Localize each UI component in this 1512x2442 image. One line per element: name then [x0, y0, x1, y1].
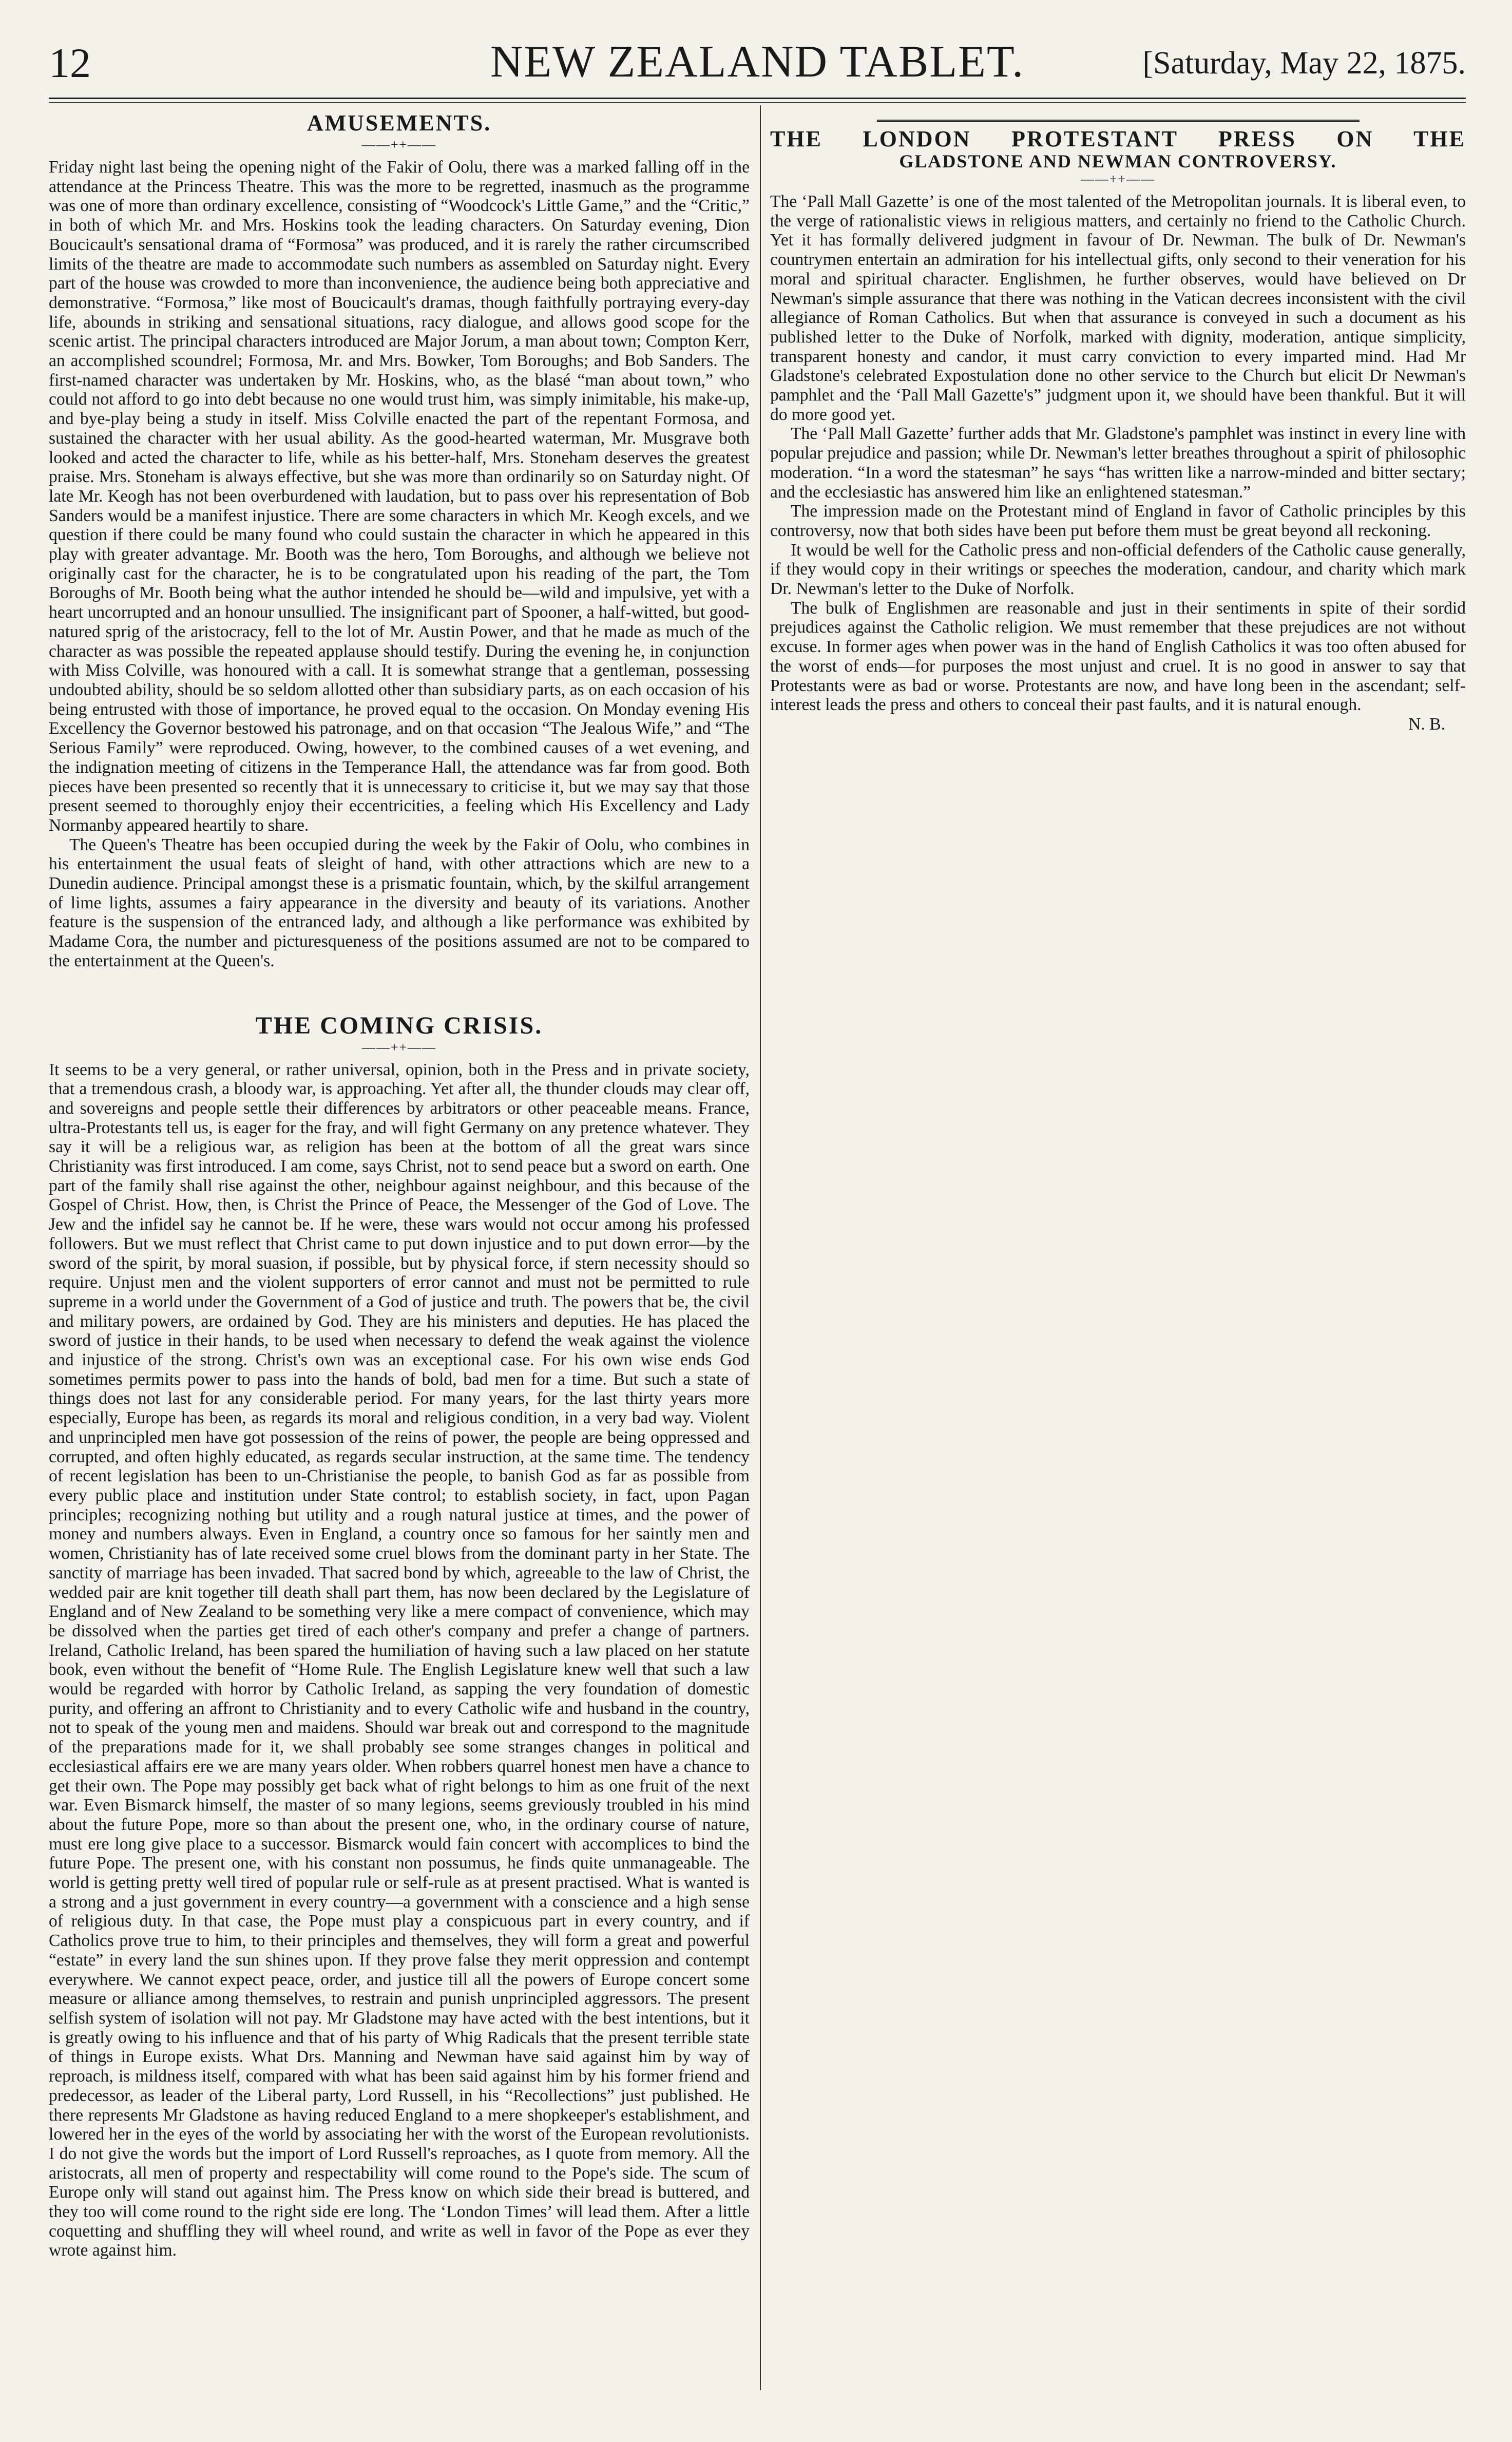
- column-divider: [760, 105, 761, 2390]
- section-divider: [877, 120, 1360, 122]
- author-signature: N. B.: [1408, 714, 1445, 734]
- article-heading: THE COMING CRISIS.: [255, 1012, 543, 1039]
- article-paragraph: Friday night last being the opening night of the Fakir of Oolu, there was a marked falling off in the attendance at the Princess Theatre. This was the more to be regretted, inasmuch as the programme was one of more than ordinary excellence, consisting of “Woodcock's Little Game,” and the “Critic,” in both of which Mr. and Mrs. Hoskins took the leading characters. On Saturday evening, Dion Boucicault's sensational drama of “Formosa” was produced, and it is rarely the rather circumscribed limits of the theatre are made to accommodate such numbers as assembled on Saturday night. Every part of the house was crowded to more than inconvenience, the audience being both appreciative and demonstrative. “Formosa,” like most of Boucicault's dramas, though faithfully portraying every-day life, abounds in striking and sensational situations, racy dialogue, and allows good scope for the scenic artist. The principal characters introduced are Major Jorum, a man about town; Compton Kerr, an accomplished scoundrel; Formosa, Mr. and Mrs. Bowker, Tom Boroughs; and Bob Sanders. The first-named character was undertaken by Mr. Hoskins, who, as the blasé “man about town,” who could not afford to go into debt because no one would trust him, was simply inimitable, his make-up, and bye-play being a study in itself. Miss Colville enacted the part of the repentant Formosa, and sustained the character with her usual ability. As the good-hearted waterman, Mr. Musgrave both looked and acted the character to life, while as his better-half, Mrs. Stoneham deserves the greatest praise. Mrs. Stoneham is always effective, but she was more than ordinarily so on Saturday night. Of late Mr. Keogh has not been overburdened with laudation, but to pass over his representation of Bob Sanders would be a manifest injustice. There are some characters in which Mr. Keogh excels, and we question if there could be many found who could sustain the character in which he appeared in this play with greater advantage. Mr. Booth was the hero, Tom Boroughs, and although we believe not originally cast for the character, he is to be congratulated upon his reading of the part, the Tom Boroughs of Mr. Booth being what the author intended he should be—wild and impulsive, yet with a heart uncorrupted and an honour unsullied. The insignificant part of Spooner, a half-witted, but good-natured sprig of the aristocracy, fell to the lot of Mr. Austin Power, and that he made as much of the character as was possible the repeated applause should testify. During the evening he, in conjunction with Miss Colville, was honoured with a call. It is somewhat strange that a gentleman, possessing undoubted ability, should be so seldom allotted other than subsidiary parts, as on each occasion of his being entrusted with those of importance, he proved equal to the occasion. On Monday evening His Excellency the Governor bestowed his patronage, and on that occasion “The Jealous Wife,” and “The Serious Family” were reproduced. Owing, however, to the combined causes of a wet evening, and the indignation meeting of citizens in the Temperance Hall, the attendance was far from good. Both pieces have been presented so recently that it is unnecessary to criticise it, but we may say that those present seemed to thoroughly enjoy their eccentricities, a feeling which His Excellency and Lady Normanby appeared heartily to share.: [49, 158, 750, 835]
- article-paragraph: The ‘Pall Mall Gazette’ is one of the most talented of the Metropolitan journals. It is liberal even, to the verge of rationalistic views in religious matters, and certainly no friend to the Catholic Church. Yet it has formally delivered judgment in favour of Dr. Newman. The bulk of Dr. Newman's countrymen entertain an admiration for his intellectual gifts, only second to their veneration for his moral and spiritual character. Englishmen, he further observes, would have believed on Dr Newman's simple assurance that there was nothing in the Vatican decrees inconsistent with the civil allegiance of Roman Catholics. But when that assurance is conveyed in such a document as his published letter to the Duke of Norfolk, marked with dignity, moderation, antique simplicity, transparent honesty and candor, it must carry conviction to every imparted mind. Had Mr Gladstone's celebrated Expostulation done no other service to the Church but elicit Dr Newman's pamphlet and the ‘Pall Mall Gazette's” judgment upon it, we should have been thankful. But it will do more good yet.: [770, 192, 1466, 424]
- heading-ornament: ——++——: [1080, 171, 1156, 186]
- heading-ornament: ——++——: [361, 1039, 437, 1055]
- article-heading: THE LONDON PROTESTANT PRESS ON THE: [770, 126, 1466, 151]
- article-coming-crisis: [49, 1012, 750, 2261]
- left-column: [49, 110, 750, 2411]
- heading-ornament: ——++——: [361, 137, 437, 152]
- article-amusements: [49, 110, 750, 971]
- article-protestant-press: [770, 127, 1466, 734]
- masthead: [49, 36, 1466, 92]
- article-paragraph: The Queen's Theatre has been occupied during the week by the Fakir of Oolu, who combines in his entertainment the usual feats of sleight of hand, with other attractions which are new to a Dunedin audience. Principal amongst these is a prismatic fountain, which, by the skilful arrangement of lime lights, assumes a fairy appearance in the diversity and beauty of its variations. Another feature is the suspension of the entranced lady, and although a like performance was exhibited by Madame Cora, the number and picturesqueness of the positions assumed are not to be compared to the entertainment at the Queen's.: [49, 835, 750, 970]
- article-paragraph: It would be well for the Catholic press and non-official defenders of the Catholic cause generally, if they would copy in their writings or speeches the moderation, candour, and charity which mark Dr. Newman's letter to the Duke of Norfolk.: [770, 540, 1466, 599]
- page-number: 12: [49, 40, 91, 86]
- article-subheading: GLADSTONE AND NEWMAN CONTROVERSY.: [899, 151, 1337, 171]
- issue-date: [Saturday, May 22, 1875.: [1142, 46, 1466, 81]
- article-paragraph: The ‘Pall Mall Gazette’ further adds that Mr. Gladstone's pamphlet was instinct in every line with popular prejudice and passion; while Dr. Newman's letter breathes throughout a spirit of philosophic moderation. “In a word the statesman” he says “has written like a narrow-minded and bitter sectary; and the ecclesiastic has answered him like an enlightened statesman.”: [770, 424, 1466, 502]
- article-heading: AMUSEMENTS.: [307, 110, 492, 136]
- article-paragraph: The bulk of Englishmen are reasonable and just in their sentiments in spite of their sordid prejudices against the Catholic religion. We must remember that these prejudices are not without excuse. In former ages when power was in the hand of English Catholics it was too often abused for the worst of ends—for purposes the most unjust and cruel. It is no good in answer to say that Protestants were as bad or worse. Protestants are now, and have long been in the ascendant; self-interest leads the press and others to conceal their past faults, and it is natural enough.: [770, 598, 1466, 715]
- article-paragraph: The impression made on the Protestant mind of England in favor of Catholic principles by this controversy, now that both sides have been put before them must be great beyond all reckoning.: [770, 502, 1466, 540]
- newspaper-title: NEW ZEALAND TABLET.: [490, 37, 1025, 87]
- right-column: [770, 110, 1466, 2411]
- masthead-rule: [49, 98, 1466, 99]
- masthead-rule-thin: [49, 102, 1466, 103]
- article-paragraph: It seems to be a very general, or rather universal, opinion, both in the Press and in private society, that a tremendous crash, a bloody war, is approaching. Yet after all, the thunder clouds may clear off, and sovereigns and people settle their differences by arbitrators or other peaceable means. France, ultra-Protestants tell us, is eager for the fray, and will fight Germany on any pretence whatever. They say it will be a religious war, as religion has been at the bottom of all the great wars since Christianity was first introduced. I am come, says Christ, not to send peace but a sword on earth. One part of the family shall rise against the other, neighbour against neighbour, and this because of the Gospel of Christ. How, then, is Christ the Prince of Peace, the Messenger of the God of Love. The Jew and the infidel say he cannot be. If he were, these wars would not occur among his professed followers. But we must reflect that Christ came to put down injustice and to put down error—by the sword of the spirit, by moral suasion, if possible, but by physical force, if stern necessity should so require. Unjust men and the violent supporters of error cannot and must not be permitted to rule supreme in a world under the Government of a God of justice and truth. The powers that be, the civil and military powers, are ordained by God. They are his ministers and deputies. He has placed the sword of justice in their hands, to be used when necessary to defend the weak against the violence and injustice of the strong. Christ's own was an exceptional case. For his own wise ends God sometimes permits power to pass into the hands of bold, bad men for a time. But such a state of things does not last for any considerable period. For many years, for the last thirty years more especially, Europe has been, as regards its moral and religious condition, in a very bad way. Violent and unprincipled men have got possession of the reins of power, the people are being oppressed and corrupted, and often highly educated, as regards secular instruction, at the same time. The tendency of recent legislation has been to un-Christianise the people, to banish God as far as possible from every public place and institution under State control; to establish society, in fact, upon Pagan principles; recognizing nothing but utility and a rough natural justice at times, and the power of money and numbers always. Even in England, a country once so famous for her saintly men and women, Christianity has of late received some cruel blows from the dominant party in her State. The sanctity of marriage has been invaded. That sacred bond by which, agreeable to the law of Christ, the wedded pair are knit together till death shall part them, has now been declared by the Legislature of England and of New Zealand to be something very like a mere compact of convenience, which may be dissolved when the parties get tired of each other's company and prefer a change of partners. Ireland, Catholic Ireland, has been spared the humiliation of having such a law placed on her statute book, even without the benefit of “Home Rule. The English Legislature knew well that such a law would be regarded with horror by Catholic Ireland, as sapping the very foundation of domestic purity, and offering an affront to Christianity and to every Catholic wife and husband in the country, not to speak of the young men and maidens. Should war break out and correspond to the magnitude of the preparations made for it, we shall probably see some stranges changes in political and ecclesiastical affairs ere we are many years older. When robbers quarrel honest men have a chance to get their own. The Pope may possibly get back what of right belongs to him as one fruit of the next war. Even Bismarck himself, the master of so many legions, seems greviously troubled in his mind about the future Pope, more so than about the present one, who, in the ordinary course of nature, must ere long give place to a successor. Bismarck would fain concert with accomplices to bind the future Pope. The present one, with his constant non possumus, he finds quite unmanageable. The world is getting pretty well tired of popular rule or self-rule as at present practised. What is wanted is a strong and a just government in every country—a government with a conscience and a high sense of religious duty. In that case, the Pope must play a conspicuous part in every country, and if Catholics prove true to him, to their principles and themselves, they will form a great and powerful “estate” in every land the sun shines upon. If they prove false they merit oppression and contempt everywhere. We cannot expect peace, order, and justice till all the powers of Europe concert some measure or alliance among themselves, to restrain and punish unprincipled aggressors. The present selfish system of isolation will not pay. Mr Gladstone may have acted with the best intentions, but it is greatly owing to his influence and that of his party of Whig Radicals that the present terrible state of things in Europe exists. What Drs. Manning and Newman have said against him by way of reproach, is mildness itself, compared with what has been said against him by his former friend and predecessor, as leader of the Liberal party, Lord Russell, in his “Recollections” just published. He there represents Mr Gladstone as having reduced England to a mere shopkeeper's establishment, and lowered her in the eyes of the world by associating her with the worst of the European revolutionists. I do not give the words but the import of Lord Russell's reproaches, as I quote from memory. All the aristocrats, all men of property and respectability will come round to the Pope's side. The scum of Europe only will stand out against him. The Press know on which side their bread is buttered, and they too will come round to the right side ere long. The ‘London Times’ will lead them. After a little coquetting and shuffling they will wheel round, and write as well in favor of the Pope as ever they wrote against him.: [49, 1060, 750, 2260]
